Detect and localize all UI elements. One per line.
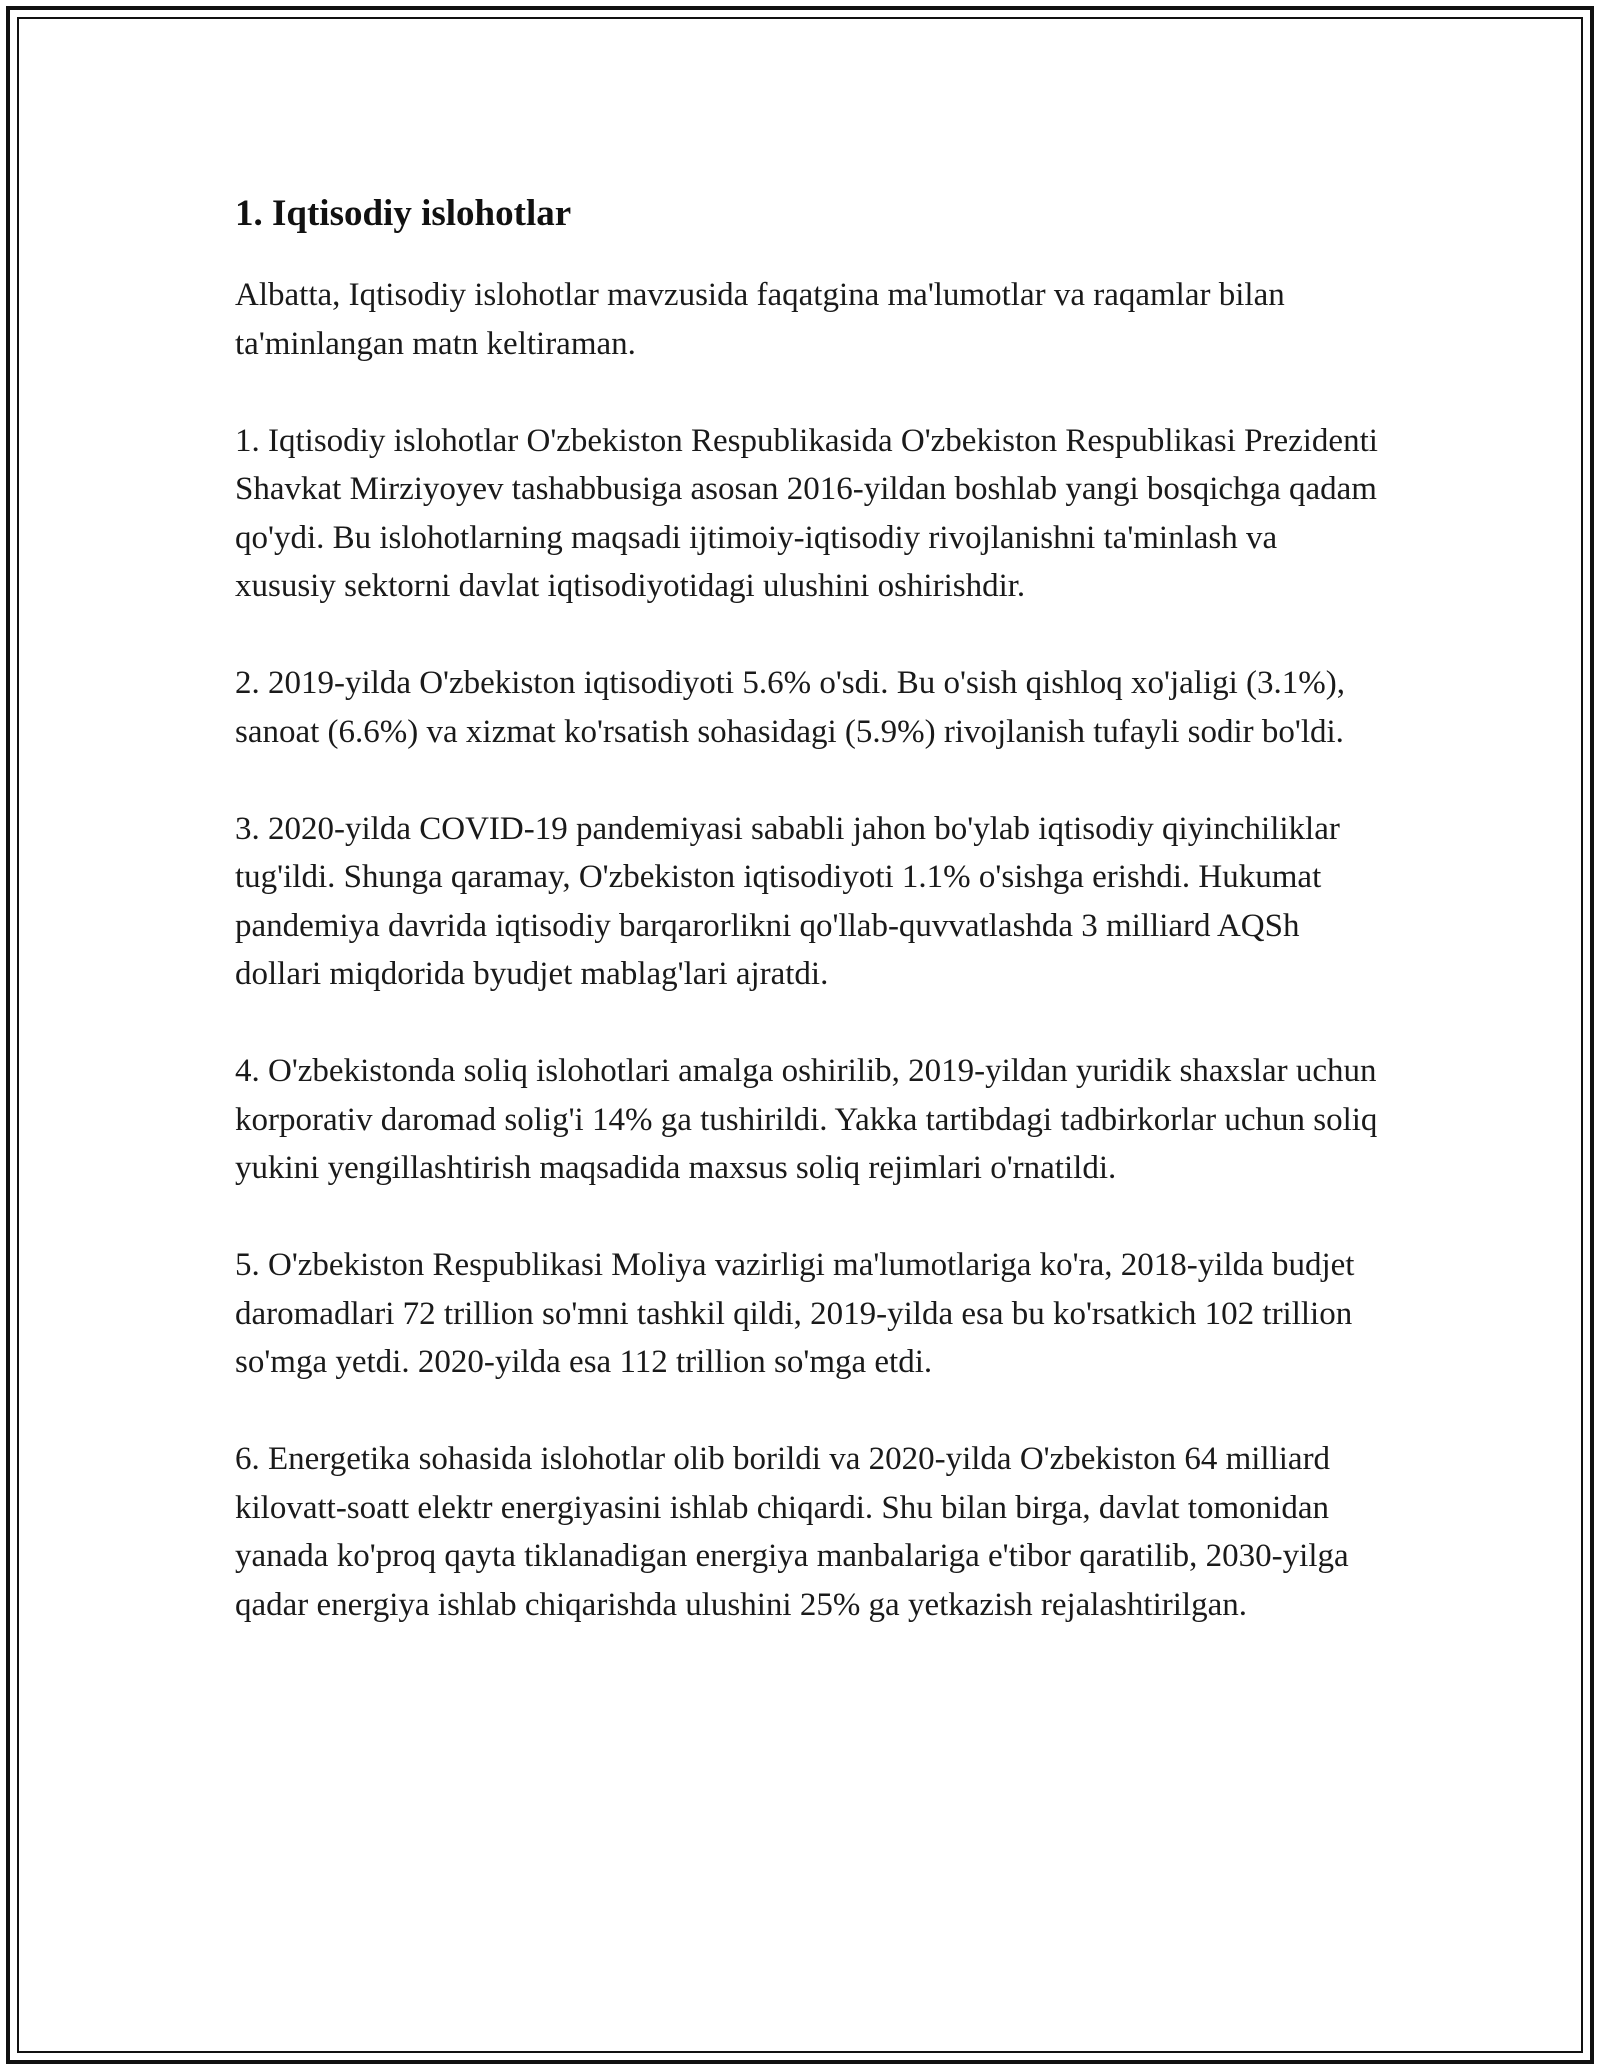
paragraph-5: 5. O'zbekiston Respublikasi Moliya vazirligi ma'lumotlariga ko'ra, 2018-yilda budjet daromadlari 72 trillion so'mni tashkil qildi, 2019-yilda esa bu ko'rsatkich 102 trillion so'mga yetdi. 2020-yilda esa 112 trillion so'mga etdi. [235, 1247, 1355, 1380]
paragraph-3: 3. 2020-yilda COVID-19 pandemiyasi sababli jahon bo'ylab iqtisodiy qiyinchiliklar tug'ildi. Shunga qaramay, O'zbekiston iqtisodiyoti 1.1% o'sishga erishdi. Hukumat pandemiya davrida iqtisodiy barqarorlikni qo'llab-quvvatlashda 3 milliard AQSh dollari miqdorida byudjet mablag'lari ajratdi. [235, 810, 1340, 992]
intro-paragraph: Albatta, Iqtisodiy islohotlar mavzusida faqatgina ma'lumotlar va raqamlar bilan ta'minlangan matn keltiraman. [235, 277, 1285, 362]
paragraph-6: 6. Energetika sohasida islohotlar olib borildi va 2020-yilda O'zbekiston 64 milliard kilovatt-soatt elektr energiyasini ishlab chiqardi. Shu bilan birga, davlat tomonidan yanada ko'proq qayta tiklanadigan energiya manbalariga e'tibor qaratilib, 2030-yilga qadar energiya ishlab chiqarishda ulushini 25% ga yetkazish rejalashtirilgan. [235, 1441, 1349, 1623]
document-body [235, 185, 1385, 1678]
paragraph-2: 2. 2019-yilda O'zbekiston iqtisodiyoti 5.6% o'sdi. Bu o'sish qishloq xo'jaligi (3.1%), sanoat (6.6%) va xizmat ko'rsatish sohasidagi (5.9%) rivojlanish tufayli sodir bo'ldi. [235, 665, 1345, 750]
paragraph-1: 1. Iqtisodiy islohotlar O'zbekiston Respublikasida O'zbekiston Respublikasi Prezidenti Shavkat Mirziyoyev tashabbusiga asosan 2016-yildan boshlab yangi bosqichga qadam qo'ydi. Bu islohotlarning maqsadi ijtimoiy-iqtisodiy rivojlanishni ta'minlash va xususiy sektorni davlat iqtisodiyotidagi ulushini oshirishdir. [235, 422, 1378, 604]
paragraph-4: 4. O'zbekistonda soliq islohotlari amalga oshirilib, 2019-yildan yuridik shaxslar uchun korporativ daromad solig'i 14% ga tushirildi. Yakka tartibdagi tadbirkorlar uchun soliq yukini yengillashtirish maqsadida maxsus soliq rejimlari o'rnatildi. [235, 1053, 1378, 1186]
document-title: 1. Iqtisodiy islohotlar [235, 193, 572, 234]
